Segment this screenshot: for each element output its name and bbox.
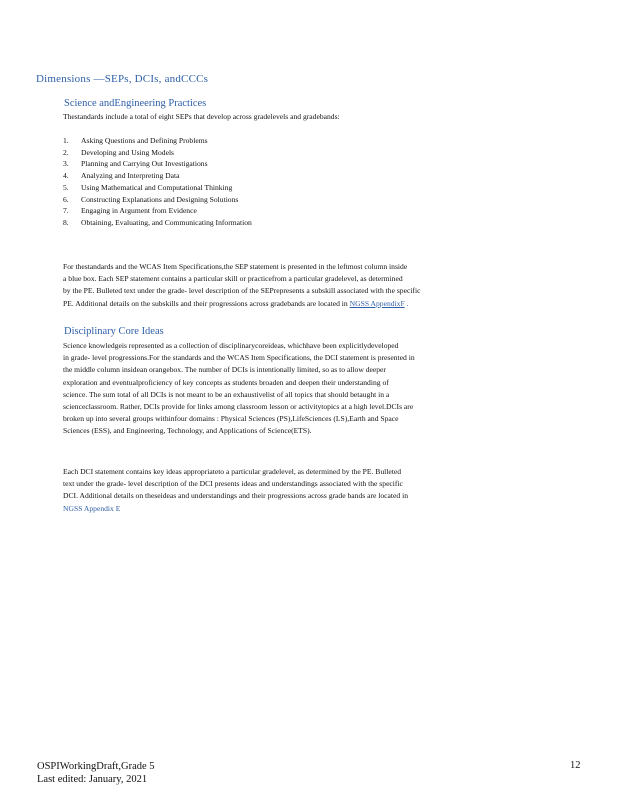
ngss-appendix-e-link[interactable]: NGSS Appendix E xyxy=(63,503,121,513)
text-line: PE. Additional details on the subskills and their progressions across gradebands are located in NGSS AppendixF . xyxy=(63,298,409,308)
sep-paragraph xyxy=(63,261,583,310)
text-line: For thestandards and the WCAS Item Specifications,the SEP statement is presented in the leftmost column inside xyxy=(63,262,408,271)
ngss-appendix-f-link[interactable]: NGSS AppendixF xyxy=(349,298,405,308)
text-line xyxy=(63,503,583,515)
text-line: DCI. Additional details on theseideas and understandings and their progressions across grade bands are located in xyxy=(63,491,409,501)
list-item: 4. Analyzing and Interpreting Data xyxy=(63,171,180,181)
text-line: Science knowledgeis represented as a collection of disciplinarycoreideas, whichhave been explicitlydeveloped xyxy=(63,341,399,350)
sep-title: Science andEngineering Practices xyxy=(64,98,207,109)
list-item: 3. Planning and Carrying Out Investigations xyxy=(63,159,208,169)
list-item: 7. Engaging in Argument from Evidence xyxy=(63,206,197,216)
list-item: 5. Using Mathematical and Computational Thinking xyxy=(63,182,233,192)
footer-draft-label: OSPIWorkingDraft,Grade 5 xyxy=(37,761,155,772)
footer-info xyxy=(37,760,155,786)
text-line: a blue box. Each SEP statement contains a particular skill or practicefrom a particular gradelevel, as determined xyxy=(63,274,403,284)
sep-intro xyxy=(63,111,583,123)
text-line: scienceclassroom. Rather, DCIs provide for links among classroom lesson or activitytopics at a high level.DCIs are xyxy=(63,402,414,412)
section-heading: Dimensions —SEPs, DCIs, andCCCs xyxy=(36,73,209,85)
sep-list xyxy=(63,135,252,229)
text-line: Each DCI statement contains key ideas appropriateto a particular gradelevel, as determined by the PE. Bulleted xyxy=(63,467,402,476)
list-item: 6. Constructing Explanations and Designing Solutions xyxy=(63,194,239,204)
footer-last-edited: Last edited: January, 2021 xyxy=(37,774,148,785)
text-line: the middle column insidean orangebox. The number of DCIs is intentionally limited, so as to allow deeper xyxy=(63,365,386,375)
text-line: in grade- level progressions.For the standards and the WCAS Item Specifications, the DCI statement is presented in xyxy=(63,353,415,363)
dci-title: Disciplinary Core Ideas xyxy=(64,326,164,337)
text-line: text under the grade- level description of the DCI presents ideas and understandings associated with the specific xyxy=(63,479,403,489)
sep-intro-line: Thestandards include a total of eight SEPs that develop across gradelevels and gradebands: xyxy=(63,112,340,121)
text-line: broken up into several groups withinfour domains : Physical Sciences (PS),LifeSciences (LS),Earth and Space xyxy=(63,414,399,424)
page-number: 12 xyxy=(570,760,581,771)
list-item: 8. Obtaining, Evaluating, and Communicating Information xyxy=(63,217,252,227)
text-line: Sciences (ESS), and Engineering, Technology, and Applications of Science(ETS). xyxy=(63,426,312,436)
list-item: 1. Asking Questions and Defining Problems xyxy=(63,136,208,145)
text-line: by the PE. Bulleted text under the grade- level description of the SEPrepresents a subskill associated with the specific xyxy=(63,286,421,296)
dci-paragraph-2 xyxy=(63,466,583,515)
text-line: exploration and eventualproficiency of key concepts as students broaden and deepen their understanding of xyxy=(63,377,389,387)
dci-paragraph-1 xyxy=(63,340,583,438)
list-item: 2. Developing and Using Models xyxy=(63,147,175,157)
text-line: science. The sum total of all DCIs is not meant to be an exhaustivelist of all topics that should betaught in a xyxy=(63,389,390,399)
